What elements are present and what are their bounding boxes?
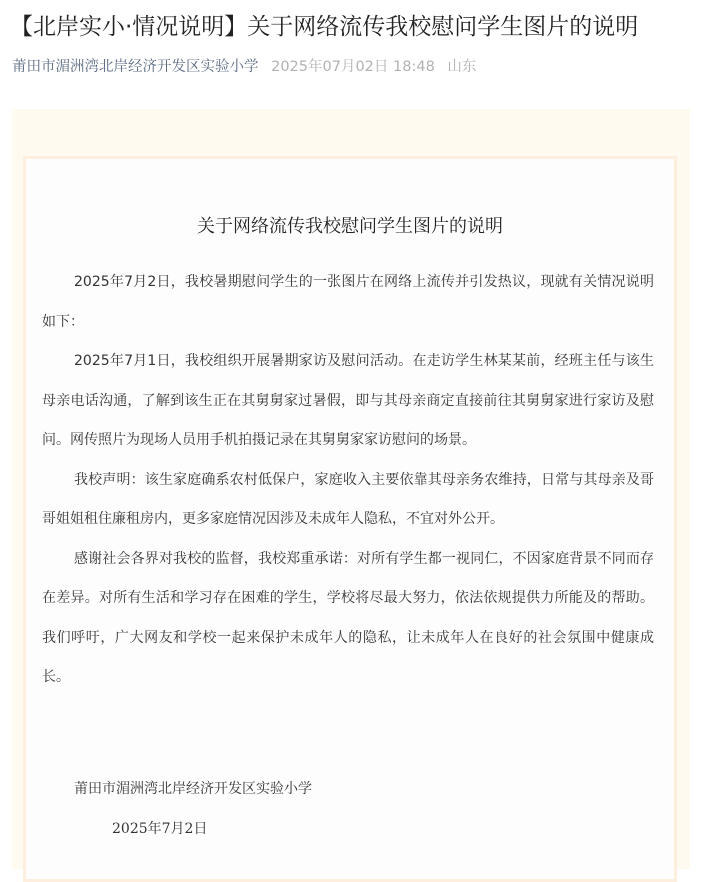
paragraph-3: 我校声明：该生家庭确系农村低保户，家庭收入主要依靠其母亲务农维持，日常与其母亲及哥哥姐姐租住廉租房内，更多家庭情况因涉及未成年人隐私，不宜对外公开。: [42, 471, 654, 527]
notice-body: [42, 263, 654, 698]
paragraph-2: 2025年7月1日，我校组织开展暑期家访及慰问活动。在走访学生林某某前，经班主任与该生母亲电话沟通，了解到该生正在其舅舅家过暑假，即与其母亲商定直接前往其舅舅家进行家访及慰问。网传照片为现场人员用手机拍摄记录在其舅舅家家访慰问的场景。: [42, 353, 654, 448]
content-panel: [12, 109, 690, 869]
signature-date: 2025年7月2日: [112, 821, 208, 837]
paragraph-4: 感谢社会各界对我校的监督，我校郑重承诺：对所有学生都一视同仁，不因家庭背景不同而存在差异。对所有生活和学习存在困难的学生，学校将尽最大努力，依法依规提供力所能及的帮助。我们呼吁，广大网友和学校一起来保护未成年人的隐私，让未成年人在良好的社会氛围中健康成长。: [42, 550, 654, 685]
notice-title: 关于网络流传我校慰问学生图片的说明: [197, 216, 503, 237]
article-title: 【北岸实小·情况说明】关于网络流传我校慰问学生图片的说明: [10, 14, 639, 40]
publish-date: 2025年07月02日 18:48: [271, 59, 435, 75]
notice-box: [23, 156, 677, 882]
paragraph-1: 2025年7月2日，我校暑期慰问学生的一张图片在网络上流传并引发热议，现就有关情况说明如下：: [42, 274, 654, 330]
signature: 莆田市湄洲湾北岸经济开发区实验小学: [74, 781, 312, 797]
article-meta: [12, 56, 476, 78]
author-link[interactable]: 莆田市湄洲湾北岸经济开发区实验小学: [12, 59, 259, 75]
publish-location: 山东: [447, 59, 477, 75]
